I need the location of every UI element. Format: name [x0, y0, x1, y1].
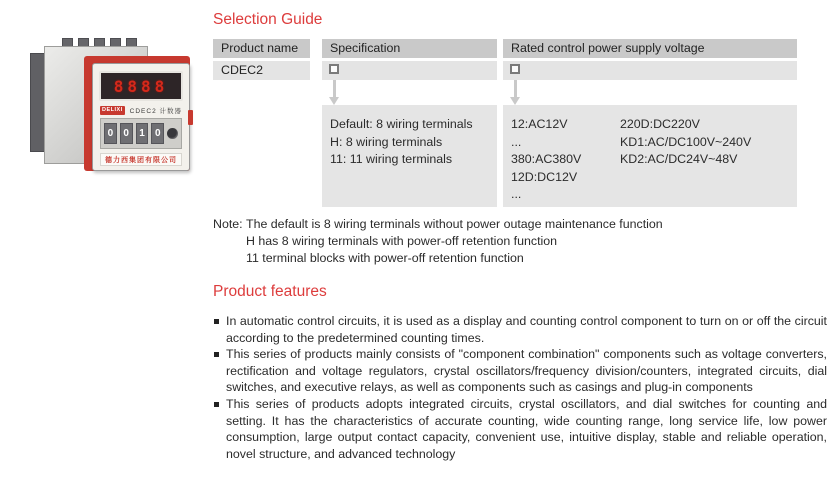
- device-side-clip: [188, 110, 193, 125]
- voltage-option: KD2:AC/DC24V~48V: [620, 152, 738, 166]
- spec-option: H: 8 wiring terminals: [330, 134, 443, 149]
- voltage-options-left: [511, 116, 581, 204]
- note-label: Note:: [213, 217, 243, 231]
- voltage-option: KD1:AC/DC100V~240V: [620, 134, 752, 149]
- feature-bullet: This series of products adopts integrated circuits, crystal oscillators, and dial switches for counting and setting. It has the characteristics of accurate counting, wide counting range, long service life, low power consumption, large output contact capacity, convenient use, intuitive display, stable and reliable operation, novel structure, and advanced technology: [213, 396, 827, 462]
- voltage-option: 12:AC12V: [511, 117, 568, 131]
- device-label-row: [100, 104, 182, 116]
- voltage-options-box: [503, 105, 797, 207]
- col-header-product-name: Product name: [213, 39, 310, 58]
- seven-segment-display: [99, 71, 183, 101]
- thumbwheel-digit: 1: [136, 123, 149, 144]
- model-label: CDEC2 计数器: [129, 107, 182, 115]
- voltage-option: ...: [511, 187, 522, 201]
- product-photo: [28, 36, 194, 178]
- thumbwheel-digit: 0: [151, 123, 164, 144]
- note-line: The default is 8 wiring terminals without power outage maintenance function: [246, 217, 663, 231]
- spec-arrow-head-icon: [329, 97, 339, 105]
- device-front-panel: [92, 63, 190, 171]
- banner-text: 德力西集团有限公司: [105, 156, 177, 164]
- product-features-title: Product features: [213, 283, 327, 300]
- thumbwheel-digit: 0: [120, 123, 133, 144]
- voltage-option: 12D:DC12V: [511, 169, 578, 184]
- spec-placeholder-box-icon: [329, 64, 339, 74]
- thumbwheel-row: [100, 118, 182, 149]
- voltage-option: 380:AC380V: [511, 152, 582, 166]
- spec-option: Default: 8 wiring terminals: [330, 117, 473, 131]
- voltage-options-right: [620, 116, 751, 169]
- specification-cell: [322, 61, 497, 80]
- voltage-arrow-head-icon: [510, 97, 520, 105]
- display-digits: 8888: [113, 76, 169, 96]
- spec-option: 11: 11 wiring terminals: [330, 152, 453, 166]
- voltage-option: 220D:DC220V: [620, 117, 700, 131]
- col-header-specification: Specification: [322, 39, 497, 58]
- note-block: [213, 216, 806, 267]
- product-features-list: [213, 313, 827, 462]
- adjust-knob-icon: [167, 128, 178, 139]
- voltage-placeholder-box-icon: [510, 64, 520, 74]
- note-line: H has 8 wiring terminals with power-off retention function: [246, 234, 558, 248]
- specification-options-box: [322, 105, 497, 207]
- device-banner: [100, 153, 182, 166]
- voltage-option: ...: [511, 134, 522, 149]
- product-name-cell: CDEC2: [213, 61, 310, 80]
- selection-guide-title: Selection Guide: [213, 11, 323, 28]
- col-header-voltage: Rated control power supply voltage: [503, 39, 797, 58]
- brand-logo: DELIXI: [102, 106, 123, 113]
- voltage-cell: [503, 61, 797, 80]
- feature-bullet: In automatic control circuits, it is used as a display and counting control component to turn on or off the circuit according to the predetermined counting times.: [213, 313, 827, 346]
- note-line: 11 terminal blocks with power-off retention function: [246, 251, 524, 265]
- feature-bullet: This series of products mainly consists of "component combination" components such as voltage converters, rectification and voltage regulators, crystal oscillators/frequency division/counters, integrated circuits, dial switches, and executive relays, as well as components such as casings and plug-in components: [213, 346, 827, 396]
- thumbwheel-digit: 0: [104, 123, 117, 144]
